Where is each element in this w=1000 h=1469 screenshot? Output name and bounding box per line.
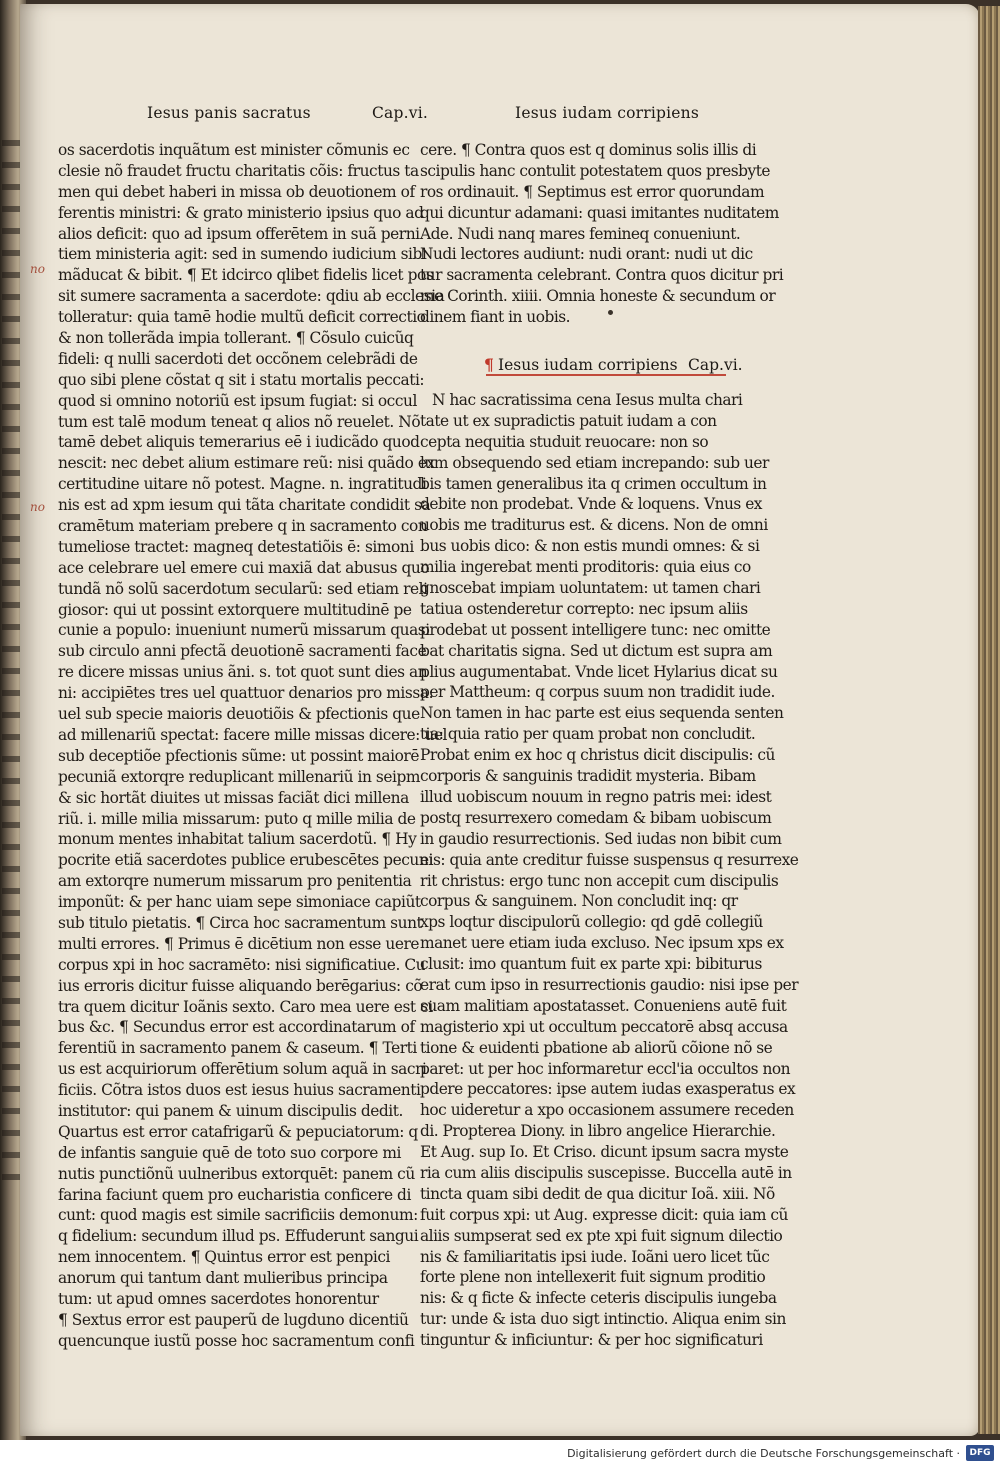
text-line: tia: quia ratio per quam probat non concludit. [420, 725, 756, 744]
text-line: tum: ut apud omnes sacerdotes honorentur [58, 1289, 379, 1308]
right-text-column [420, 140, 799, 1351]
text-line: cunie a populo: inueniunt numerũ missarum quasi [58, 621, 430, 640]
text-line: multi errores. ¶ Primus ē dicētium non esse uere [58, 934, 420, 953]
running-head-chapter: Cap.vi. [372, 104, 428, 122]
text-line: tate ut ex supradictis patuit iudam a con [420, 411, 717, 430]
text-line: clesie nõ fraudet fructu charitatis cõis: fructus ta [58, 161, 419, 180]
chapter-heading-cap: Cap.vi. [688, 356, 743, 375]
text-line: cepta nequitia studuit reuocare: non so [420, 432, 709, 451]
text-line: N hac sacratissima cena Iesus multa chari [432, 391, 743, 410]
text-line: mãducat & bibit. ¶ Et idcirco qlibet fidelis licet pos [58, 266, 434, 285]
text-line: di. Propterea Diony. in libro angelice Hierarchie. [420, 1122, 776, 1141]
text-line: & sic hortãt diuites ut missas faciãt dici millena [58, 788, 409, 807]
text-line: ace celebrare uel emere cui maxiã dat abusus quo [58, 558, 430, 577]
text-line: farina faciunt quem pro eucharistia conficere di [58, 1185, 411, 1204]
pilcrow-icon: ¶ [484, 355, 494, 375]
text-line: ius erroris dicitur fuisse aliquando berēgarius: cõ [58, 976, 423, 995]
text-line: sub circulo anni pfectã deuotionē sacramenti face [58, 642, 427, 661]
text-line: magisterio xpi ut occultum peccatorē absq accusa [420, 1017, 788, 1036]
right-column-body-text [420, 390, 799, 1351]
left-text-column [58, 140, 447, 1352]
text-line: tur: unde & ista duo sigt intinctio. Aliqua enim sin [420, 1310, 786, 1329]
text-line: tione & euidenti pbatione ab aliorũ cõione nõ se [420, 1038, 773, 1057]
chapter-heading-rule [486, 374, 726, 376]
text-line: suam malitiam apostatasset. Conueniens autē fuit [420, 996, 787, 1015]
text-line: xps loqtur discipulorũ collegio: qd gdē collegiũ [420, 913, 763, 932]
text-line: & non tollerãda impia tollerant. ¶ Cõsulo cuicũq [58, 329, 414, 348]
right-column-top-text [420, 140, 784, 328]
text-line: tatiua ostenderetur correpto: nec ipsum aliis [420, 599, 748, 618]
text-line: giosor: qui ut possint extorquere multitudinē pe [58, 600, 412, 619]
text-line: Ade. Nudi nanq mares femineq conueniunt. [420, 224, 741, 243]
text-line: tum est talē modum teneat q alios nõ reuelet. Nõ [58, 412, 421, 431]
text-line: bus uobis dico: & non estis mundi omnes: & si [420, 537, 760, 556]
text-line: lum obsequendo sed etiam increpando: sub uer [420, 453, 769, 472]
text-line: erat cum ipso in resurrectionis gaudio: nisi ipse per [420, 975, 799, 994]
text-line: ficiis. Cõtra istos duos est iesus huius sacramenti [58, 1081, 421, 1100]
text-line: plius augumentabat. Vnde licet Hylarius dicat su [420, 662, 778, 681]
text-line: forte plene non intellexerit fuit signum proditio [420, 1268, 766, 1287]
text-line: men qui debet haberi in missa ob deuotionem of [58, 182, 415, 201]
footer-bar [0, 1440, 1000, 1469]
text-line: aliis sumpserat sed ex pte xpi fuit signum dilectio [420, 1226, 783, 1245]
text-line: cunt: quod magis est simile sacrificiis demonum: [58, 1206, 418, 1225]
text-line: gnoscebat impiam uoluntatem: ut tamen chari [420, 579, 761, 598]
text-line: ferentiũ in sacramento panem & caseum. ¶ Terti [58, 1039, 417, 1058]
text-line: scipulis hanc contulit potestatem quos presbyte [420, 161, 770, 180]
text-line: re dicere missas unius ãni. s. tot quot sunt dies an [58, 663, 428, 682]
text-line: quod si omnino notoriũ est ipsum fugiat: si occul [58, 391, 417, 410]
text-line: nem innocentem. ¶ Quintus error est penpici [58, 1248, 391, 1267]
text-line: Et Aug. sup Io. Et Criso. dicunt ipsum sacra myste [420, 1143, 789, 1162]
text-line: clusit: imo quantum fuit ex parte xpi: bibiturus [420, 955, 762, 974]
margin-note: no [30, 262, 45, 276]
text-line: debite non prodebat. Vnde & loquens. Vnus ex [420, 495, 762, 514]
left-page-text-fragment [2, 140, 20, 1180]
text-line: fideli: q nulli sacerdoti det occõnem celebrãdi de [58, 349, 418, 368]
text-line: certitudine uitare nõ potest. Magne. n. ingratitudi [58, 475, 427, 494]
text-line: milia ingerebat menti proditoris: quia eius co [420, 558, 751, 577]
text-line: eis: quia ante creditur fuisse suspensus q resurrexe [420, 850, 799, 869]
text-line: ferentis ministri: & grato ministerio ipsius quo ad [58, 203, 424, 222]
text-line: in gaudio resurrectionis. Sed iudas non bibit cum [420, 829, 782, 848]
text-line: Non tamen in hac parte est eius sequenda senten [420, 704, 784, 723]
text-line: cramētum materiam prebere q in sacramento con [58, 517, 428, 536]
text-line: ¶ Sextus error est pauperũ de lugduno dicentiũ [58, 1310, 409, 1329]
text-line: corpus & sanguinem. Non concludit inq: qr [420, 892, 738, 911]
text-line: ros ordinauit. ¶ Septimus est error quorundam [420, 182, 765, 201]
text-line: monum mentes inhabitat talium sacerdotũ. ¶ Hy [58, 830, 417, 849]
text-line: bus &c. ¶ Secundus error est accordinatarum of [58, 1018, 415, 1037]
text-line: nis & familiaritatis ipsi iude. Ioãni uero licet tũc [420, 1247, 770, 1266]
text-line: tur sacramenta celebrant. Contra quos dicitur pri [420, 266, 784, 285]
text-line: tincta quam sibi dedit de qua dicitur Ioã. xiii. Nõ [420, 1184, 775, 1203]
chapter-heading [420, 352, 742, 378]
text-line: pecuniã extorqre reduplicant millenariũ in seipm [58, 767, 421, 786]
text-line: rit christus: ergo tunc non accepit cum discipulis [420, 871, 779, 890]
text-line: ria cum aliis discipulis suscepisse. Buccella autē in [420, 1163, 792, 1182]
text-line: anorum qui tantum dant mulieribus principa [58, 1269, 388, 1288]
text-line: per Mattheum: q corpus suum non tradidit iude. [420, 683, 775, 702]
text-line: tamē debet aliquis temerarius eē i iudicãdo quod [58, 433, 420, 452]
dfg-logo-icon: DFG [966, 1445, 994, 1461]
text-line: nis: & q ficte & infecte ceteris discipulis iungeba [420, 1289, 777, 1308]
text-line: nescit: nec debet alium estimare reũ: nisi quãdo ex [58, 454, 435, 473]
section-gap [420, 378, 742, 390]
text-line: Probat enim ex hoc q christus dicit discipulis: cũ [420, 746, 775, 765]
text-line: bis tamen generalibus ita q crimen occultum in [420, 474, 767, 493]
text-line: tra quem dicitur Ioãnis sexto. Caro mea uere est ci [58, 997, 433, 1016]
text-line: pocrite etiã sacerdotes publice erubescētes pecuni [58, 851, 433, 870]
text-line: Quartus est error catafrigarũ & pepuciatorum: q [58, 1122, 418, 1141]
text-line: Nudi lectores audiunt: nudi orant: nudi ut dic [420, 245, 753, 264]
text-line: os sacerdotis inquãtum est minister cõmunis ec [58, 141, 410, 159]
text-line: paret: ut per hoc informaretur eccl'ia occultos non [420, 1059, 791, 1078]
text-line: sub titulo pietatis. ¶ Circa hoc sacramentum sunt [58, 913, 423, 932]
text-line: ni: accipiētes tres uel quattuor denarios pro missa: [58, 684, 434, 703]
text-line: corpus xpi in hoc sacramēto: nisi significatiue. Cu [58, 955, 426, 974]
text-line: sit sumere sacramenta a sacerdote: qdiu ab ecclesia [58, 287, 445, 306]
text-line: am extorqre numerum missarum pro penitentia [58, 872, 412, 891]
text-line: qui dicuntur adamani: quasi imitantes nuditatem [420, 203, 779, 222]
text-line: tinguntur & inficiuntur: & per hoc significaturi [420, 1331, 763, 1350]
text-line: nutis punctiõnũ uulneribus extorquēt: panem cũ [58, 1164, 415, 1183]
margin-note: no [30, 500, 45, 514]
text-line: alios deficit: quo ad ipsum offerētem in suã perni [58, 224, 420, 243]
text-line: uel sub specie maioris deuotiõis & pfectionis que [58, 705, 420, 724]
text-line: sub deceptiõe pfectionis sũme: ut possint maiorē [58, 746, 419, 765]
text-line: postq resurrexero comedam & bibam uobiscum [420, 808, 772, 827]
text-line: prodebat ut possent intelligere tunc: nec omitte [420, 620, 771, 639]
text-line: institutor: qui panem & uinum discipulis dedit. [58, 1101, 403, 1120]
text-line: corporis & sanguinis tradidit mysteria. Bibam [420, 767, 756, 786]
text-line: quo sibi plene cõstat q sit i statu mortalis peccati: [58, 370, 425, 389]
text-line: manet uere etiam iuda excluso. Nec ipsum xps ex [420, 934, 784, 953]
section-gap [420, 328, 742, 352]
text-line: de infantis sanguie quē de toto suo corpore mi [58, 1143, 401, 1162]
text-line: q fidelium: secundum illud ps. Effuderunt sangui [58, 1227, 419, 1246]
text-line: tumeliose tractet: magneq detestatiõis ē: simoni [58, 537, 414, 556]
text-line: hoc uideretur a xpo occasionem assumere receden [420, 1101, 794, 1120]
text-line: pdere peccatores: ipse autem iudas exasperatus ex [420, 1080, 796, 1099]
running-head-right: Iesus iudam corripiens [515, 104, 700, 122]
text-line: tiem ministeria agit: sed in sumendo iudicium sibi [58, 245, 427, 264]
text-line: me Corinth. xiiii. Omnia honeste & secundum or [420, 287, 776, 306]
text-line: us est acquiriorum offerētium solum aquã in sacri [58, 1060, 427, 1079]
page-block-edge [978, 6, 1000, 1434]
text-line: uobis me traditurus est. & dicens. Non de omni [420, 516, 768, 535]
footer-credit: Digitalisierung gefördert durch die Deutsche Forschungsgemeinschaft · [567, 1447, 960, 1460]
text-line: fuit corpus xpi: ut Aug. expresse dicit: quia iam cũ [420, 1205, 788, 1224]
text-line: quencunque iustũ posse hoc sacramentum confi [58, 1331, 415, 1350]
text-line: riũ. i. mille milia missarum: puto q mille milia de [58, 809, 416, 828]
text-line: cere. ¶ Contra quos est q dominus solis illis di [420, 141, 757, 159]
text-line: bat charitatis signa. Sed ut dictum est supra am [420, 641, 773, 660]
running-head-left: Iesus panis sacratus [147, 104, 311, 122]
text-line: illud uobiscum nouum in regno patris mei: idest [420, 787, 772, 806]
text-line: dinem fiant in uobis. [420, 308, 571, 327]
ink-dot [608, 310, 613, 315]
text-line: nis est ad xpm iesum qui tãta charitate condidit sa [58, 496, 431, 515]
text-line: tundã nõ solũ sacerdotum secularũ: sed etiam reli [58, 579, 428, 598]
text-line: tolleratur: quia tamē hodie multũ deficit correctio [58, 308, 426, 327]
text-line: imponũt: & per hanc uiam sepe simoniace capiũt [58, 893, 421, 912]
chapter-heading-title: Iesus iudam corripiens [498, 356, 678, 375]
text-line: ad millenariũ spectat: facere mille missas dicere: uel [58, 725, 447, 744]
